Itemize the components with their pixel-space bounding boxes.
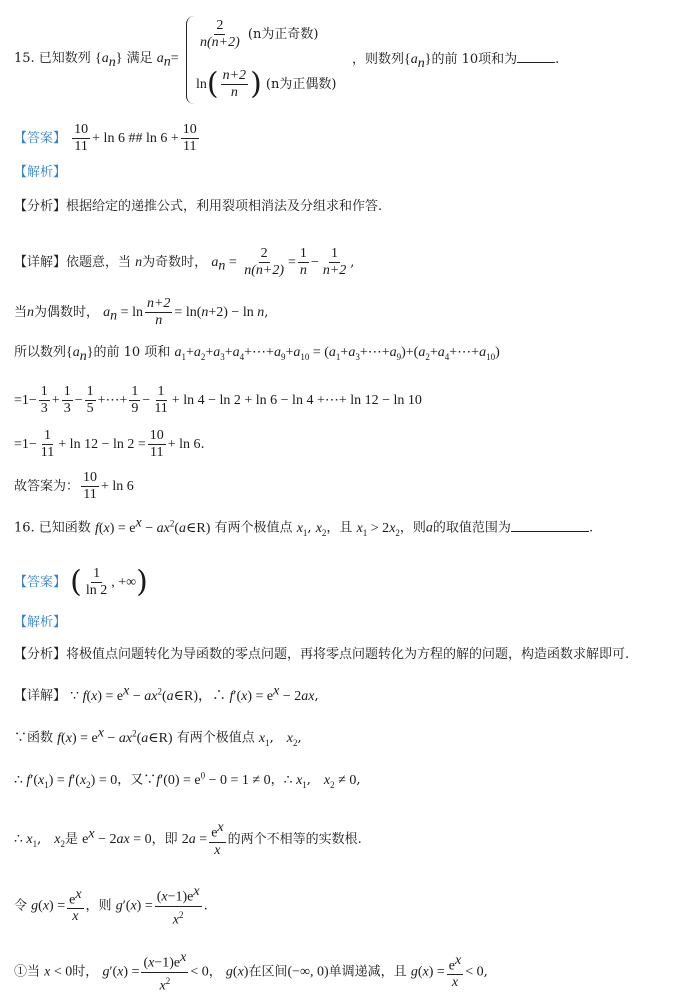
q15-stem-tail: ，则数列$\{a_n\}$的前 10项和为 . xyxy=(352,52,560,71)
q16-xiangjie-2: ∵函数 $f(x) = e^x$ − $ax^2(a\in R)$ 有两个极值点 $x_1$, $x_2$, xyxy=(14,725,302,748)
q16-analysis-tag: 【解析】 xyxy=(14,615,67,630)
q15-case2: ln( $\frac{n+2}{n}$ ) (n为正偶数) xyxy=(196,66,337,102)
q15-analysis-tag: 【解析】 xyxy=(14,165,67,180)
q15-case1: $\frac{2}{n(n+2)}$ (n为正奇数) xyxy=(200,18,319,50)
q16-xiangjie-3: ∴ $f'(x_1) = f'(x_2) = 0$，又∵f′(0) = $e^0 - 0 = 1 \ne 0$，∴ $x_1$, $x_2 \ne 0$, xyxy=(14,770,361,790)
q15-xiangjie-4: =1− $\frac{1}{3}$ + $\frac{1}{3}$ − $\frac{1}{5}$ +⋯+ $\frac{1}{9}$ − $\frac{1}{11}$ + ln 4 − ln 2 + ln 6 − ln 4 +⋯+ ln 12 − ln 10 xyxy=(14,384,422,416)
q15-xiangjie-3: 所以数列$\{a_n\}$的前 10 项和 $a_1+a_2+a_3+a_4+\cdots+a_9+a_{10}$ = $(a_1+a_3+\cdots+a_9)+(a_2+a_4+\cdots+a_{10})$ xyxy=(14,345,500,364)
q15-final: 故答案为： $\frac{10}{11}$ + ln 6 xyxy=(14,470,134,502)
q16-fenxi: 【分析】将极值点问题转化为导函数的零点问题，再将零点问题转化为方程的解的问题，构造函数求解即可. xyxy=(14,647,630,662)
q15-xiangjie-2: 当n为偶数时， $a_n = \ln$ $\frac{n+2}{n}$ = ln(n+2) − ln n, xyxy=(14,296,269,328)
q16-xiangjie-1: 【详解】 ∵ $f(x) = e^x$ − $ax^2(a\in R)$，∴ $f'(x) = e^x - 2ax$, xyxy=(14,683,319,704)
q15-stem: 15. 已知数列 $\{a_n\}$ 满足 $a_n=$ xyxy=(14,51,179,70)
q15-answer: 【答案】 $\frac{10}{11}$ + ln 6 ## ln 6 + $\frac{10}{11}$ xyxy=(14,122,197,154)
q16-answer: 【答案】 ( $\frac{1}{\ln 2}$ , +∞) xyxy=(14,564,148,600)
q16-xiangjie-6: ①当 x < 0时， g′(x) = $\frac{(x-1)e^x}{x^2}$ < 0， g(x)在区间(−∞, 0)单调递减，且 g(x) = $\frac{e^x}{x}$ < 0, xyxy=(14,950,488,994)
q15-xiangjie-1: 【详解】依题意，当 n为奇数时， $a_n$ = $\frac{2}{n(n+2)}$ = $\frac{1}{n}$ − $\frac{1}{n+2}$ , xyxy=(14,246,355,278)
q16-xiangjie-5: 令 g(x) = $\frac{e^x}{x}$ ，则 g′(x) = $\frac{(x-1)e^x}{x^2}$ . xyxy=(14,884,208,928)
q15-fenxi: 【分析】根据给定的递推公式，利用裂项相消法及分组求和作答. xyxy=(14,199,383,214)
q16-stem: 16. 已知函数 $f(x) = e^x$ − $ax^2(a\in R)$ 有两个极值点 $x_1$, $x_2$，且 $x_1 > 2x_2$，则a的取值范围为 . xyxy=(14,515,594,538)
q16-xiangjie-4: ∴ $x_1$, $x_2$是 $e^x - 2ax = 0$，即 2a = $\frac{e^x}{x}$ 的两个不相等的实数根. xyxy=(14,820,362,858)
q15-xiangjie-5: =1− $\frac{1}{11}$ + ln 12 − ln 2 = $\frac{10}{11}$ + ln 6. xyxy=(14,428,205,460)
